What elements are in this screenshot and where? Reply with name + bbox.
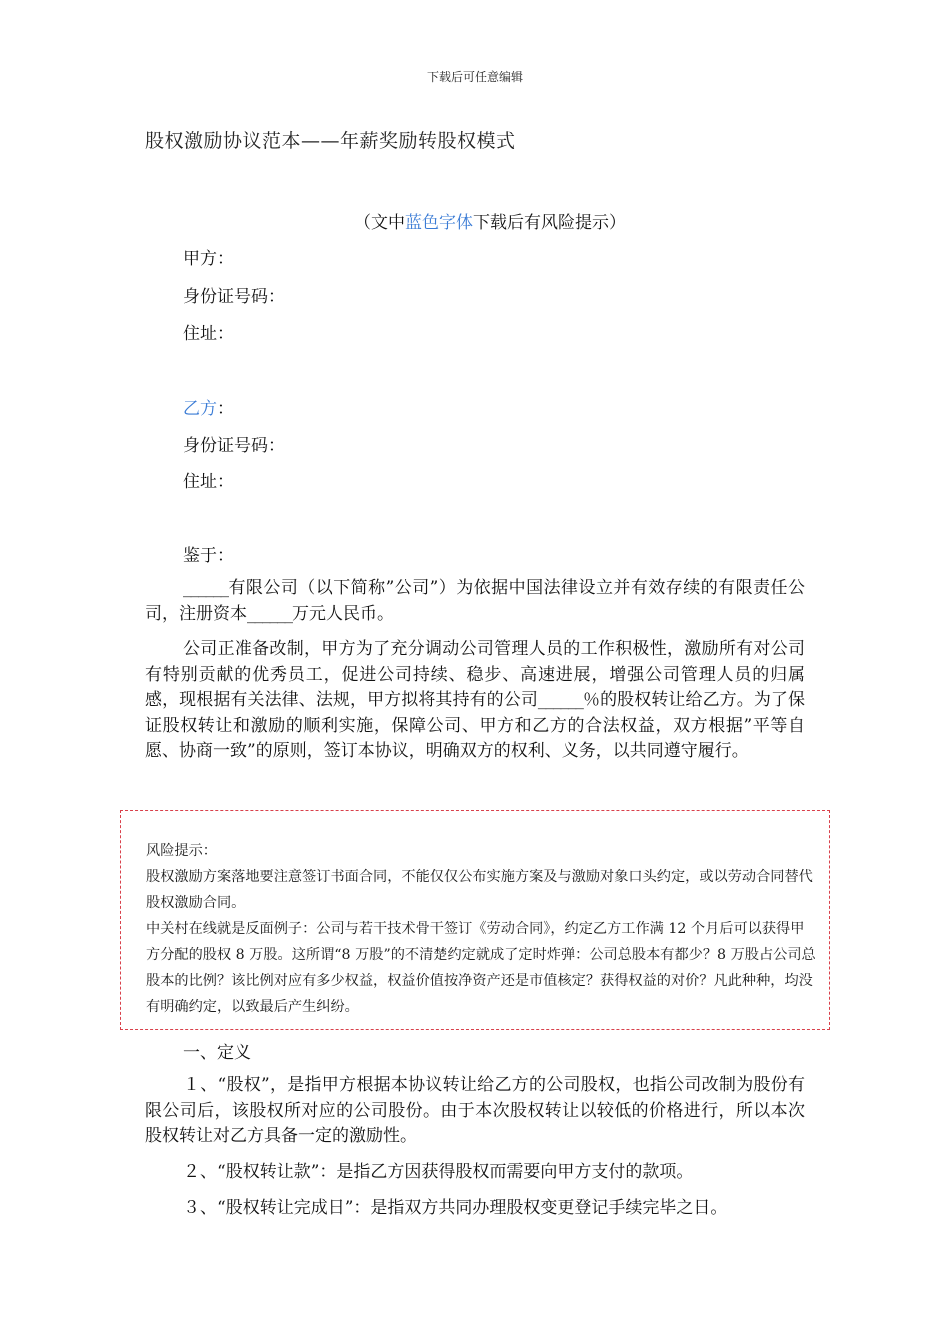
whereas-paragraph-1: [145, 576, 805, 627]
notice-prefix: （文中: [354, 213, 405, 233]
blank-company-name: ______: [183, 578, 228, 598]
blank-share-percent: ______: [537, 690, 583, 710]
notice-blue-text: 蓝色字体: [405, 213, 473, 233]
risk-tip-paragraph-1: 股权激励方案落地要注意签订书面合同，不能仅仅公布实施方案及与激励对象口头约定，或以劳动合同替代股权激励合同。: [146, 869, 813, 911]
definition-item-2: ２、“股权转让款”：是指乙方因获得股权而需要向甲方支付的款项。: [183, 1162, 694, 1182]
notice-suffix: 下载后有风险提示）: [473, 213, 626, 233]
risk-tip-label: 风险提示：: [146, 843, 217, 859]
risk-tip-content: [146, 838, 816, 1020]
party-b-address-label: 住址：: [183, 472, 234, 492]
definition-item-1: １、“股权”，是指甲方根据本协议转让给乙方的公司股权，也指公司改制为股份有限公司后，该股权所对应的公司股份。由于本次股权转让以较低的价格进行，所以本次股权转让对乙方具备一定的激励性。: [145, 1075, 805, 1146]
page-header: 下载后可任意编辑: [426, 70, 523, 84]
party-b-label-colon: ：: [217, 399, 234, 419]
party-b-label: [183, 394, 234, 419]
whereas-paragraph-1-text-b: 万元人民币。: [292, 603, 394, 624]
party-a-label: 甲方：: [183, 249, 234, 269]
document-title: 股权激励协议范本——年薪奖励转股权模式: [145, 130, 516, 152]
party-b-id-label: 身份证号码：: [183, 436, 285, 456]
whereas-paragraph-2-text-a: 公司正准备改制，甲方为了充分调动公司管理人员的工作积极性，激励所有对公司有特别贡献的优秀员工，促进公司持续、稳步、高速进展，增强公司管理人员的归属感，现根据有关法律、法规，甲方拟将其持有的公司: [145, 639, 805, 710]
definition-item-3: ３、“股权转让完成日”：是指双方共同办理股权变更登记手续完毕之日。: [183, 1198, 728, 1218]
risk-notice: [0, 208, 950, 233]
whereas-paragraph-2-text-b: ％的股权转让给乙方。为了保证股权转让和激励的顺利实施，保障公司、甲方和乙方的合法权益，双方根据”平等自愿、协商一致”的原则，签订本协议，明确双方的权利、义务，以共同遵守履行。: [145, 690, 806, 761]
whereas-label: 鉴于：: [183, 546, 234, 566]
blank-registered-capital: ______: [247, 603, 292, 624]
whereas-paragraph-2: [145, 637, 805, 765]
party-a-id-label: 身份证号码：: [183, 287, 285, 307]
whereas-paragraph-1-text-a: 有限公司（以下简称”公司”）为依据中国法律设立并有效存续的有限责任公司，注册资本: [145, 578, 805, 624]
risk-tip-paragraph-2: 中关村在线就是反面例子：公司与若干技术骨干签订《劳动合同》，约定乙方工作满 12 个月后可以获得甲方分配的股权 8 万股。这所谓“8 万股”的不清楚约定就成了定时炸弹：公司总股本有都少？8 万股占公司总股本的比例？该比例对应有多少权益，权益价值按净资产还是市值核定？获得权益的对价？凡此种种，均没有明确约定，以致最后产生纠纷。: [146, 921, 816, 1015]
party-b-label-text: 乙方: [183, 399, 217, 419]
section-definitions-title: 一、定义: [183, 1043, 251, 1063]
party-a-address-label: 住址：: [183, 324, 234, 344]
